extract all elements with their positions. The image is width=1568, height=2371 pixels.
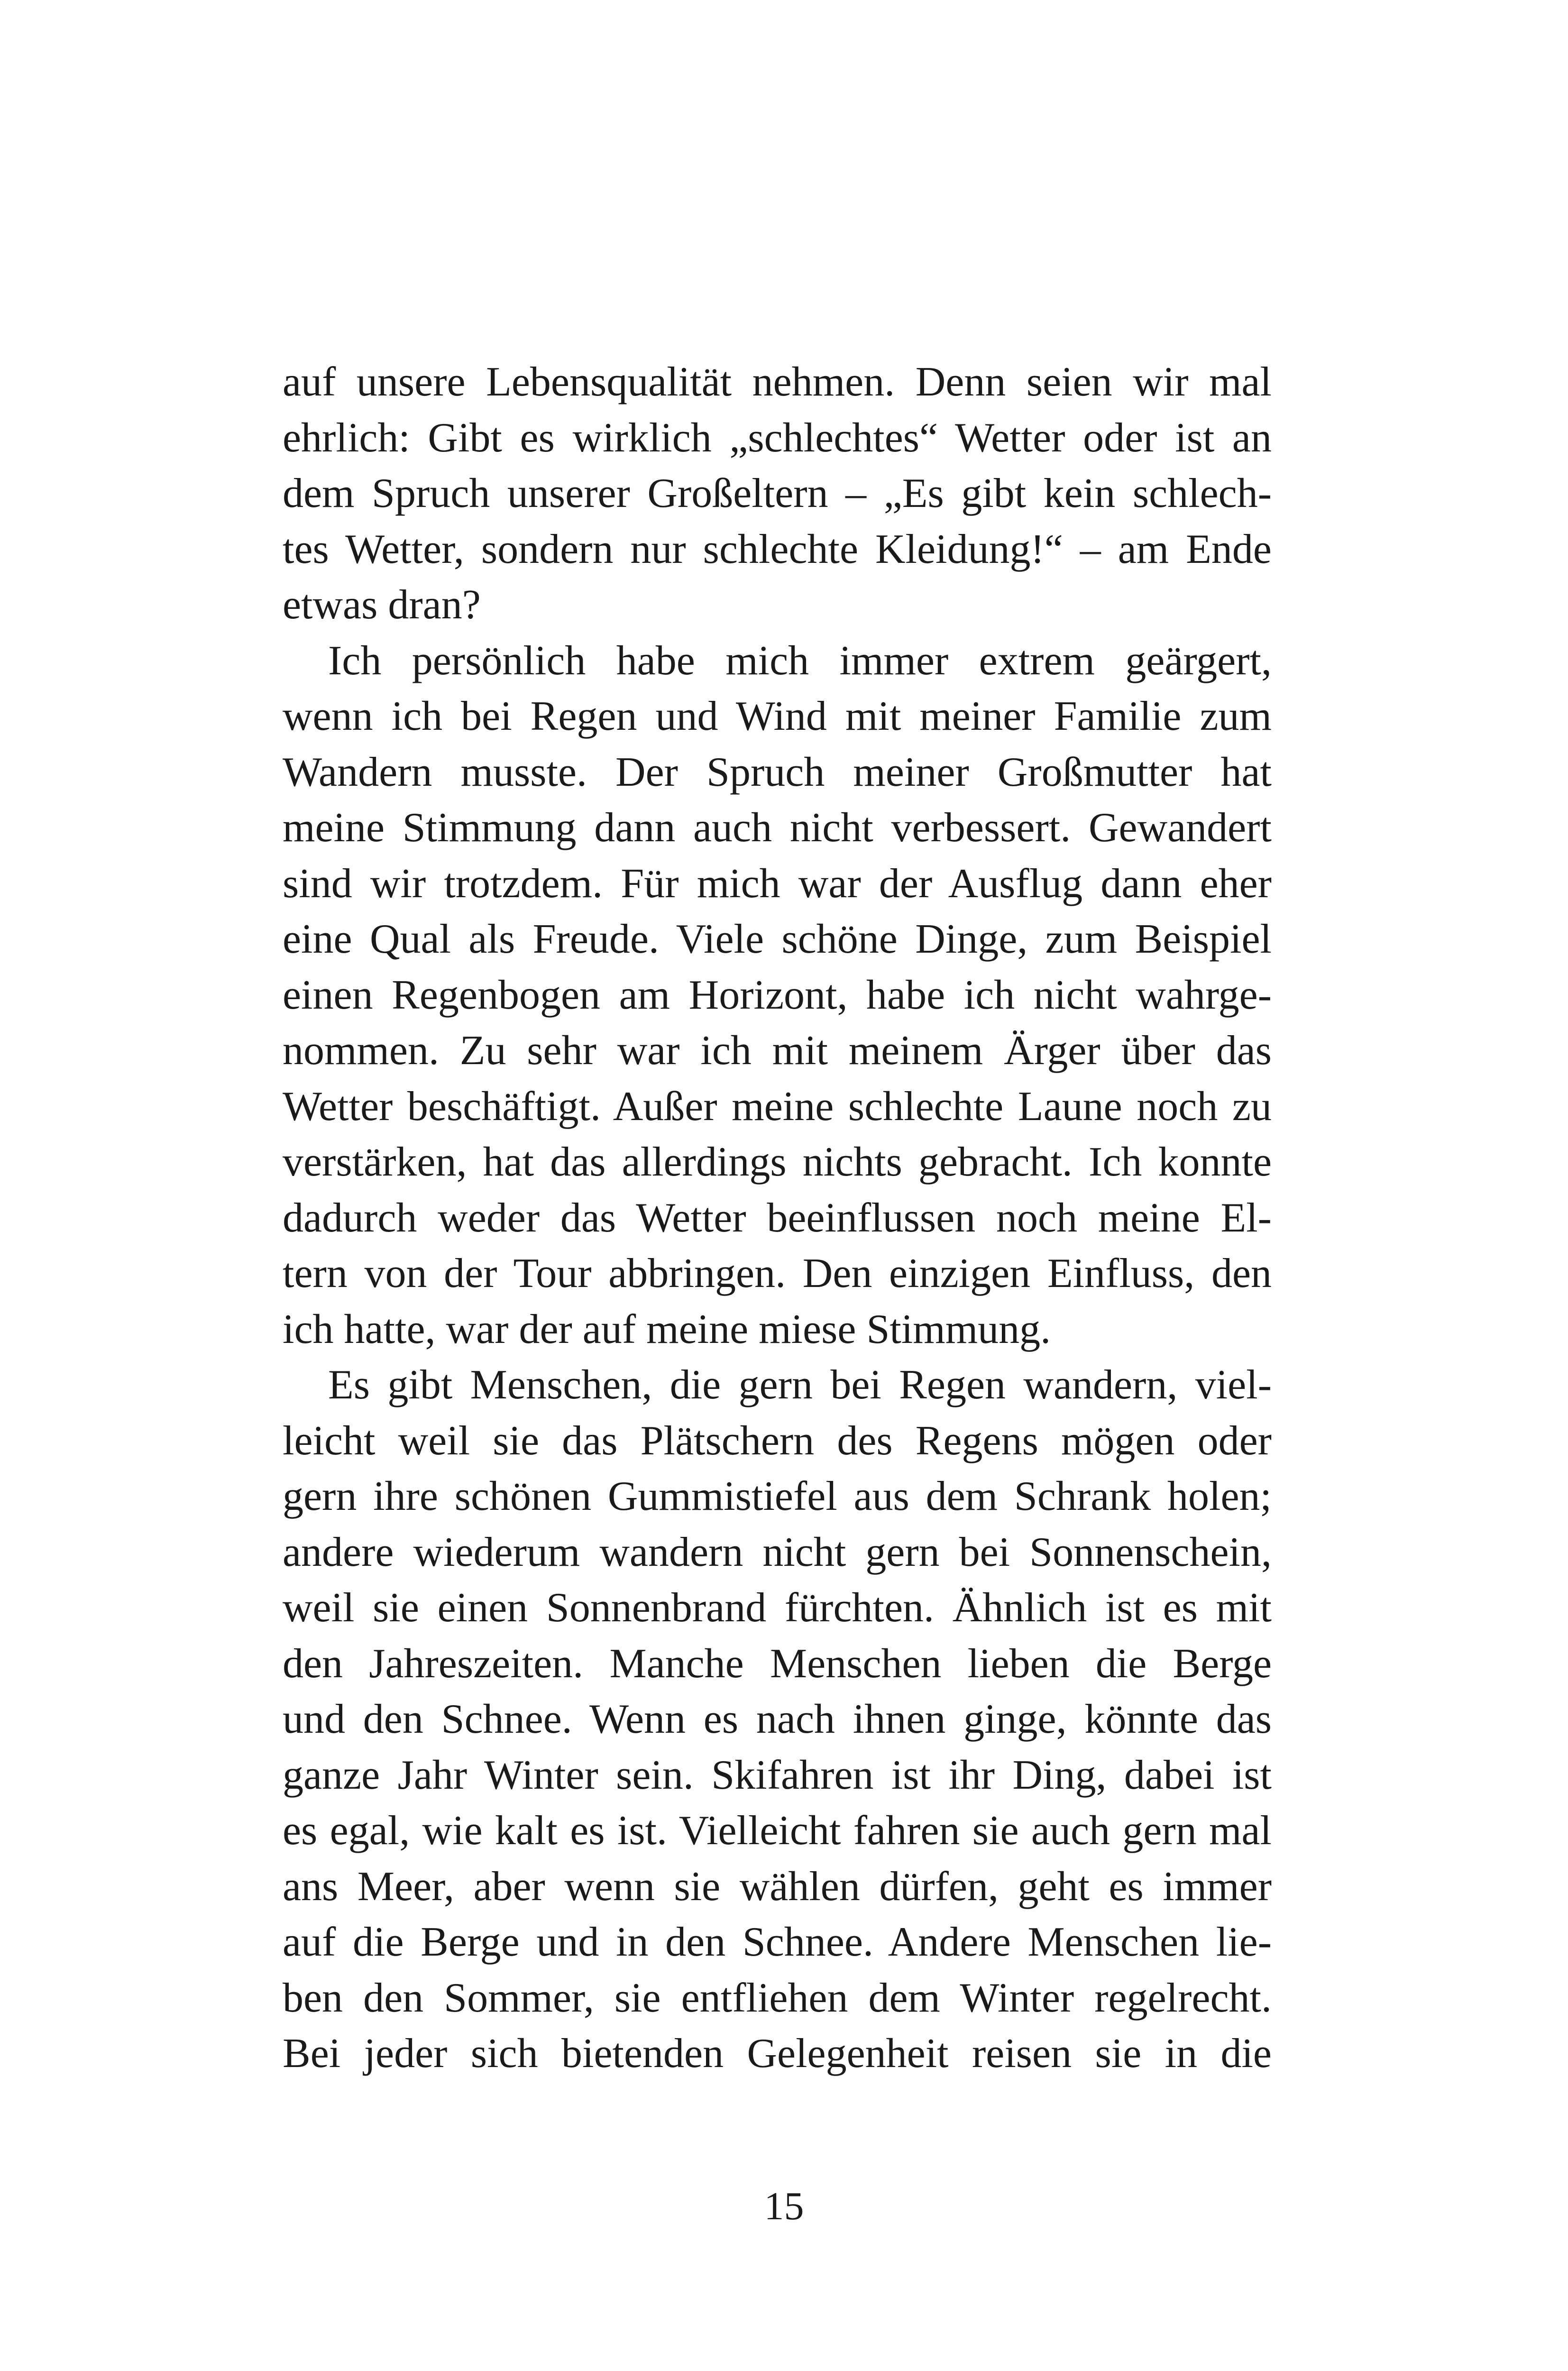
text-line: einen Regenbogen am Horizont, habe ich nicht wahrge- xyxy=(283,972,1272,1018)
page-number: 15 xyxy=(764,2184,804,2228)
text-line: eine Qual als Freude. Viele schöne Dinge, zum Beispiel xyxy=(283,916,1272,962)
text-line: ans Meer, aber wenn sie wählen dürfen, geht es immer xyxy=(283,1863,1272,1910)
text-line: Bei jeder sich bietenden Gelegenheit reisen sie in die xyxy=(283,2031,1272,2077)
text-line: Wetter beschäftigt. Außer meine schlechte Laune noch zu xyxy=(283,1083,1272,1130)
text-line: sind wir trotzdem. Für mich war der Ausflug dann eher xyxy=(283,860,1272,907)
text-line: weil sie einen Sonnenbrand fürchten. Ähnlich ist es mit xyxy=(283,1585,1272,1631)
text-line: leicht weil sie das Plätschern des Regens mögen oder xyxy=(283,1417,1272,1464)
text-line: tes Wetter, sondern nur schlechte Kleidung!“ – am Ende xyxy=(283,526,1272,572)
text-line: dadurch weder das Wetter beeinflussen noch meine El- xyxy=(283,1195,1272,1241)
text-line: und den Schnee. Wenn es nach ihnen ginge, könnte das xyxy=(283,1696,1272,1742)
text-line: gern ihre schönen Gummistiefel aus dem Schrank holen; xyxy=(283,1473,1272,1519)
text-line: ganze Jahr Winter sein. Skifahren ist ihr Ding, dabei ist xyxy=(283,1752,1272,1798)
text-line: verstärken, hat das allerdings nichts gebracht. Ich konnte xyxy=(283,1139,1272,1185)
text-line: es egal, wie kalt es ist. Vielleicht fahren sie auch gern mal xyxy=(283,1808,1272,1854)
text-line: tern von der Tour abbringen. Den einzigen Einfluss, den xyxy=(283,1250,1272,1296)
text-line: dem Spruch unserer Großeltern – „Es gibt kein schlech- xyxy=(283,470,1272,516)
text-line: etwas dran? xyxy=(283,582,481,628)
text-line: den Jahreszeiten. Manche Menschen lieben die Berge xyxy=(283,1640,1272,1687)
text-line: auf unsere Lebensqualität nehmen. Denn seien wir mal xyxy=(283,359,1272,405)
text-line: ben den Sommer, sie entfliehen dem Winter regelrecht. xyxy=(283,1975,1272,2021)
text-line: wenn ich bei Regen und Wind mit meiner Familie zum xyxy=(283,693,1272,739)
body-text xyxy=(283,354,1272,2082)
text-line: ehrlich: Gibt es wirklich „schlechtes“ Wetter oder ist an xyxy=(283,414,1272,461)
text-line: andere wiederum wandern nicht gern bei Sonnenschein, xyxy=(283,1529,1272,1575)
text-line: ich hatte, war der auf meine miese Stimmung. xyxy=(283,1306,1051,1352)
text-line: meine Stimmung dann auch nicht verbessert. Gewandert xyxy=(283,805,1272,851)
text-line: Wandern musste. Der Spruch meiner Großmutter hat xyxy=(283,749,1272,795)
text-line: nommen. Zu sehr war ich mit meinem Ärger über das xyxy=(283,1028,1272,1074)
text-line: auf die Berge und in den Schnee. Andere Menschen lie- xyxy=(283,1919,1272,1965)
text-line: Ich persönlich habe mich immer extrem geärgert, xyxy=(328,637,1272,684)
text-line: Es gibt Menschen, die gern bei Regen wandern, viel- xyxy=(328,1362,1272,1408)
